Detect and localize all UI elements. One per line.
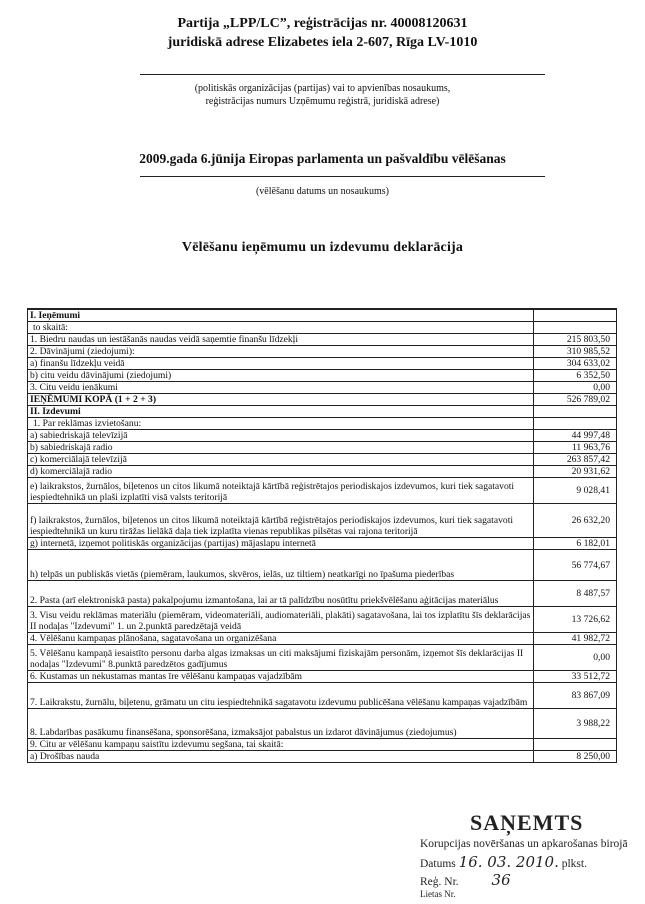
table-row <box>28 504 617 538</box>
table-row <box>28 406 617 418</box>
row-label: 2. Pasta (arī elektroniskā pasta) pakalpojumu izmantošana, lai ar tā palīdzību nosūtītu priekšvēlēšanu aģitācijas materiālus <box>28 581 534 607</box>
table-row <box>28 334 617 346</box>
table-row <box>28 709 617 739</box>
table-row <box>28 358 617 370</box>
election-title: 2009.gada 6.jūnija Eiropas parlamenta un pašvaldību vēlēšanas <box>139 151 506 166</box>
row-amount: 0,00 <box>534 645 617 671</box>
stamp-case-line: Lietas Nr. <box>420 889 456 899</box>
table-row <box>28 739 617 751</box>
row-amount: 6 352,50 <box>534 370 617 382</box>
party-header <box>0 14 645 52</box>
table-row <box>28 538 617 550</box>
stamp-date-line <box>420 853 587 871</box>
row-label: 1. Par reklāmas izvietošanu: <box>28 418 534 430</box>
stamp-date-label: Datums <box>420 858 456 870</box>
table-row <box>28 394 617 406</box>
stamp-reg-label: Reģ. Nr. <box>420 876 459 888</box>
row-label: a) Drošības nauda <box>28 751 534 763</box>
header-rule <box>140 74 545 75</box>
row-amount: 3 988,22 <box>534 709 617 739</box>
row-amount: 263 857,42 <box>534 454 617 466</box>
row-label: 3. Citu veidu ienākumi <box>28 382 534 394</box>
row-label: a) sabiedriskajā televīzijā <box>28 430 534 442</box>
row-amount: 20 931,62 <box>534 466 617 478</box>
row-label: 1. Biedru naudas un iestāšanās naudas veidā saņemtie finanšu līdzekļi <box>28 334 534 346</box>
table-row <box>28 346 617 358</box>
row-amount: 304 633,02 <box>534 358 617 370</box>
row-amount <box>534 406 617 418</box>
header-note-line1: (politiskās organizācijas (partijas) vai to apvienības nosaukums, <box>194 83 451 94</box>
row-label: d) komerciālajā radio <box>28 466 534 478</box>
row-label: b) sabiedriskajā radio <box>28 442 534 454</box>
row-label: II. Izdevumi <box>28 406 534 418</box>
row-label: g) internetā, izņemot politiskās organizācijas (partijas) mājaslapu internetā <box>28 538 534 550</box>
row-label: 7. Laikrakstu, žurnālu, biļetenu, grāmatu un citu iespiedtehnikā sagatavotu izdevumu publicēšana vēlēšanu kampaņas vajadzībām <box>28 683 534 709</box>
table-row <box>28 633 617 645</box>
stamp-date-value: 16. 03. 2010. <box>458 853 559 871</box>
received-stamp: SAŅEMTS <box>470 810 584 835</box>
table-row <box>28 478 617 504</box>
declaration-table <box>27 308 617 763</box>
row-label: I. Ieņēmumi <box>28 309 534 322</box>
election-note: (vēlēšanu datums un nosaukums) <box>255 186 390 197</box>
row-amount: 215 803,50 <box>534 334 617 346</box>
row-label: c) komerciālajā televīzijā <box>28 454 534 466</box>
row-amount <box>534 739 617 751</box>
table-row <box>28 683 617 709</box>
table-row <box>28 430 617 442</box>
row-amount: 26 632,20 <box>534 504 617 538</box>
row-label: 5. Vēlēšanu kampaņā iesaistīto personu darba algas izmaksas un citi maksājumi fiziskajām personām, izņemot šīs deklarācijas II nodaļas "Izdevumi" 8.punktā paredzētos gadījumus <box>28 645 534 671</box>
header-note <box>0 82 645 108</box>
stamp-time-label: plkst. <box>561 858 587 870</box>
row-amount <box>534 322 617 334</box>
row-label: h) telpās un publiskās vietās (piemēram, laukumos, skvēros, ielās, uz tiltiem) neatkarīgi no īpašuma piederības <box>28 550 534 581</box>
row-amount: 56 774,67 <box>534 550 617 581</box>
header-note-line2: reģistrācijas numurs Uzņēmumu reģistrā, juridiskā adrese) <box>205 96 440 107</box>
row-label: 4. Vēlēšanu kampaņas plānošana, sagatavošana un organizēšana <box>28 633 534 645</box>
row-amount <box>534 309 617 322</box>
row-amount: 41 982,72 <box>534 633 617 645</box>
row-amount: 8 487,57 <box>534 581 617 607</box>
party-address-line: juridiskā adrese Elizabetes iela 2-607, Rīga LV-1010 <box>167 35 478 50</box>
stamp-office: Korupcijas novēršanas un apkarošanas birojā <box>420 838 628 850</box>
row-amount: 6 182,01 <box>534 538 617 550</box>
row-label: 8. Labdarības pasākumu finansēšana, sponsorēšana, izmaksājot pabalstus un izdarot dāvinājumus (ziedojumus) <box>28 709 534 739</box>
row-amount: 44 997,48 <box>534 430 617 442</box>
table-row <box>28 581 617 607</box>
row-label: a) finanšu līdzekļu veidā <box>28 358 534 370</box>
table-row <box>28 454 617 466</box>
table-row <box>28 322 617 334</box>
stamp-reg-line <box>420 871 511 889</box>
table-row <box>28 370 617 382</box>
row-amount: 0,00 <box>534 382 617 394</box>
row-amount: 13 726,62 <box>534 607 617 633</box>
row-label: IEŅĒMUMI KOPĀ (1 + 2 + 3) <box>28 394 534 406</box>
row-label: 2. Dāvinājumi (ziedojumi): <box>28 346 534 358</box>
row-label: 3. Visu veidu reklāmas materiālu (piemēram, videomateriāli, audiomateriāli, plakāti) sagatavošana, lai tos izplatītu šīs deklarācijas II nodaļas "Izdevumi" 1. un 2.punktā paredzētajā veidā <box>28 607 534 633</box>
table-row <box>28 550 617 581</box>
row-label: 9. Citu ar vēlēšanu kampaņu saistītu izdevumu segšana, tai skaitā: <box>28 739 534 751</box>
table-row <box>28 466 617 478</box>
table-row <box>28 442 617 454</box>
row-amount: 310 985,52 <box>534 346 617 358</box>
row-amount: 526 789,02 <box>534 394 617 406</box>
table-row <box>28 645 617 671</box>
row-amount: 8 250,00 <box>534 751 617 763</box>
row-label: 6. Kustamas un nekustamas mantas īre vēlēšanu kampaņas vajadzībām <box>28 671 534 683</box>
row-amount: 9 028,41 <box>534 478 617 504</box>
table-row <box>28 418 617 430</box>
row-label: e) laikrakstos, žurnālos, biļetenos un citos likumā noteiktajā kārtībā reģistrētajos periodiskajos izdevumos, kuri tiek sagatavoti iespiedtehnikā un plaši izplatīti visā valsts teritorijā <box>28 478 534 504</box>
row-label: to skaitā: <box>28 322 534 334</box>
party-name-line: Partija „LPP/LC”, reģistrācijas nr. 40008120631 <box>177 16 468 31</box>
row-amount: 83 867,09 <box>534 683 617 709</box>
table-row <box>28 751 617 763</box>
row-amount: 11 963,76 <box>534 442 617 454</box>
table-row <box>28 671 617 683</box>
table-row <box>28 309 617 322</box>
row-label: b) citu veidu dāvinājumi (ziedojumi) <box>28 370 534 382</box>
stamp-reg-value: 36 <box>491 871 511 889</box>
row-label: f) laikrakstos, žurnālos, biļetenos un citos likumā noteiktajā kārtībā reģistrētajos periodiskajos izdevumos, kuri tiek sagatavoti iespiedtehnikā un kuru tirāžas lielākā daļa tiek izplatīta vienas republikas pilsētas vai rajona teritorijā <box>28 504 534 538</box>
election-rule <box>140 176 545 177</box>
table-row <box>28 607 617 633</box>
table-row <box>28 382 617 394</box>
row-amount <box>534 418 617 430</box>
row-amount: 33 512,72 <box>534 671 617 683</box>
document-title: Vēlēšanu ieņēmumu un izdevumu deklarācija <box>181 240 464 255</box>
